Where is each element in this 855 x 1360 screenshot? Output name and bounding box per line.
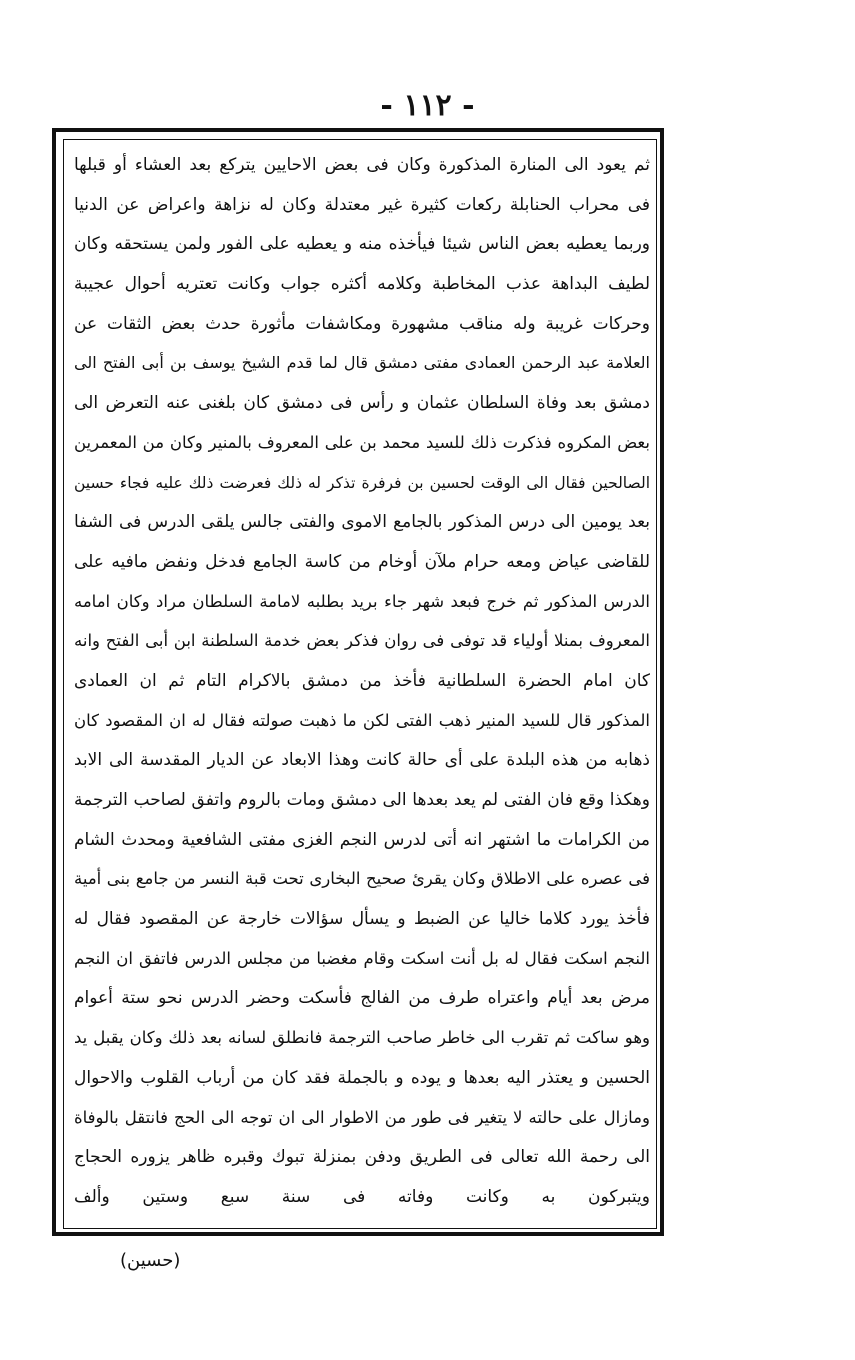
- text-line: المذكور قال للسيد المنير ذهب الفتى لكن ما ذهبت صولته فقال له ان المقصود كان: [74, 710, 650, 730]
- text-line: فى عصره على الاطلاق وكان يقرئ صحيح البخارى تحت قبة النسر من جامع بنى أمية: [74, 869, 650, 889]
- page-number: - ١١٢ -: [380, 88, 475, 123]
- text-line: الحسين و يعتذر اليه بعدها و يوده و بالجملة فقد كان من أرباب القلوب والاحوال: [74, 1067, 650, 1088]
- text-line: الصالحين فقال الى الوقت لحسين بن فرفرة تذكر له ذلك فعرضت ذلك عليه فجاء حسين: [74, 473, 650, 492]
- text-line: ثم يعود الى المنارة المذكورة وكان فى بعض الاحايين يتركع بعد العشاء أو قبلها: [74, 155, 650, 175]
- text-line: كان امام الحضرة السلطانية فأخذ من دمشق بالاكرام التام ثم ان العمادى: [74, 670, 650, 691]
- body-text: [74, 150, 650, 1212]
- text-line: ويتبركون به وكانت وفاته فى سنة سبع وستين وألف: [74, 1186, 650, 1207]
- text-line: المعروف بمنلا أولياء قد توفى فى روان فذكر بعض خدمة السلطنة ابن أبى الفتح وانه: [74, 631, 650, 651]
- text-line: الدرس المذكور ثم خرج فبعد شهر جاء بريد بطلبه لامامة السلطان مراد وكان امامه: [74, 591, 650, 611]
- text-line: بعد يومين الى درس المذكور بالجامع الاموى والفتى جالس يلقى الدرس فى الشفا: [74, 512, 650, 533]
- text-line: لطيف البداهة عذب المخاطبة وكلامه أكثره جواب وكانت تعتريه أحوال عجيبة: [74, 274, 650, 295]
- text-line: فى محراب الحنابلة ركعات كثيرة غير معتدلة وكان له نزاهة واعراض عن الدنيا: [74, 194, 650, 215]
- text-line: للقاضى عياض ومعه حرام ملآن أوخام من كاسة الجامع فدخل ونفض مافيه على: [74, 551, 650, 572]
- text-line: ومازال على حالته لا يتغير فى طور من الاطوار الى ان توجه الى الحج فانتقل بالوفاة: [74, 1107, 650, 1127]
- text-line: وحركات غريبة وله مناقب مشهورة ومكاشفات مأثورة حدث بعض الثقات عن: [74, 313, 650, 334]
- text-frame: [52, 128, 664, 1236]
- text-line: النجم اسكت فقال له بل أنت اسكت وقام مغضبا من مجلس الدرس فاتفق ان النجم: [74, 948, 650, 968]
- text-line: ذهابه من هذه البلدة على أى حالة كانت وهذا الابعاد عن الديار المقدسة الى الابد: [74, 750, 650, 771]
- text-line: وهو ساكت ثم تقرب الى خاطر صاحب الترجمة فانطلق لسانه بعد ذلك وكان يقبل يد: [74, 1028, 650, 1048]
- catchword: (حسين): [120, 1250, 181, 1271]
- text-line: بعض المكروه فذكرت ذلك للسيد محمد بن على المعروف بالمنير وكان من المعمرين: [74, 432, 650, 452]
- text-line: العلامة عبد الرحمن العمادى مفتى دمشق قال لما قدم الشيخ يوسف بن أبى الفتح الى: [74, 353, 650, 373]
- text-line: من الكرامات ما اشتهر انه أتى لدرس النجم الغزى مفتى الشافعية ومحدث الشام: [74, 829, 650, 850]
- text-line: فأخذ يورد كلاما خاليا عن الضبط و يسأل سؤالات خارجة عن المقصود فقال له: [74, 909, 650, 930]
- text-line: دمشق بعد وفاة السلطان عثمان و رأس فى دمشق كان بلغنى عنه التعرض الى: [74, 393, 650, 414]
- text-line: وربما يعطيه بعض الناس شيئا فيأخذه منه و يعطيه على الفور ولمن يستحقه وكان: [74, 234, 650, 255]
- text-line: مرض بعد أيام واعتراه طرف من الفالج فأسكت وحضر الدرس نحو ستة أعوام: [74, 988, 650, 1009]
- text-line: الى رحمة الله تعالى فى الطريق ودفن بمنزلة تبوك وقبره ظاهر يزوره الحجاج: [74, 1147, 650, 1168]
- text-line: وهكذا وقع فان الفتى لم يعد بعدها الى دمشق ومات بالروم واتفق لصاحب الترجمة: [74, 790, 650, 810]
